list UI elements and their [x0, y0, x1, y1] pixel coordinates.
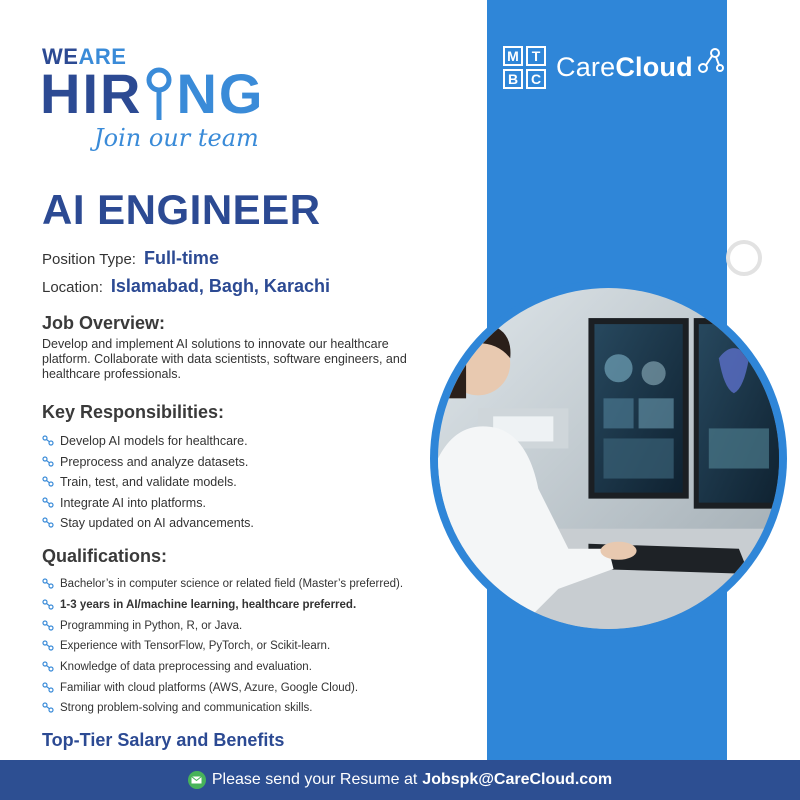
list-item	[42, 677, 403, 698]
molecule-bullet-icon	[42, 640, 54, 652]
molecule-bullet-icon	[42, 682, 54, 694]
list-item	[42, 472, 254, 493]
join-our-team-script: Join our team	[94, 124, 259, 152]
salary-benefits-text: Top-Tier Salary and Benefits	[42, 730, 285, 750]
responsibilities-list	[42, 431, 254, 534]
email-icon	[188, 771, 206, 789]
list-item	[42, 615, 403, 636]
list-item-text: Experience with TensorFlow, PyTorch, or Scikit-learn.	[60, 640, 331, 653]
job-overview-text: Develop and implement AI solutions to innovate our healthcare platform. Collaborate with data scientists, software engineers, and healthcare professionals.	[42, 337, 407, 381]
footer-text: Please send your Resume at	[211, 771, 418, 788]
molecule-bullet-icon	[42, 456, 54, 468]
list-item-text: Familiar with cloud platforms (AWS, Azure, Google Cloud).	[60, 681, 359, 694]
list-item-text: Integrate AI into platforms.	[60, 495, 206, 510]
mtbc-letter: C	[526, 69, 546, 89]
molecule-bullet-icon	[42, 599, 54, 611]
molecule-bullet-icon	[42, 578, 54, 590]
are-text: ARE	[78, 44, 127, 69]
footer-bar	[0, 760, 800, 800]
list-item-text: 1-3 years in AI/machine learning, healthcare preferred.	[60, 599, 357, 612]
carecloud-cloud: Cloud	[615, 52, 693, 82]
list-item-text: Preprocess and analyze datasets.	[60, 454, 249, 469]
carecloud-wordmark	[556, 52, 693, 83]
list-item-text: Programming in Python, R, or Java.	[60, 619, 243, 632]
mtbc-letter: B	[503, 69, 523, 89]
mtbc-logo	[503, 46, 546, 89]
molecule-bullet-icon	[42, 517, 54, 529]
list-item-text: Train, test, and validate models.	[60, 475, 237, 490]
molecule-bullet-icon	[42, 435, 54, 447]
hiring-hir: HIR	[40, 62, 143, 125]
mtbc-letter: T	[526, 46, 546, 66]
position-type	[42, 248, 219, 269]
list-item-text: Develop AI models for healthcare.	[60, 434, 248, 449]
list-item	[42, 574, 403, 595]
list-item	[42, 452, 254, 473]
carecloud-care: Care	[556, 52, 616, 82]
list-item-text: Strong problem-solving and communication skills.	[60, 702, 313, 715]
list-item-text: Knowledge of data preprocessing and evaluation.	[60, 661, 312, 674]
position-type-value: Full-time	[143, 248, 219, 268]
pin-icon	[144, 66, 174, 122]
molecule-icon	[695, 46, 725, 76]
hiring-ng: NG	[176, 62, 265, 125]
we-text: WE	[42, 44, 79, 69]
photo-frame	[430, 280, 787, 637]
molecule-bullet-icon	[42, 702, 54, 714]
footer-email-link[interactable]: Jobspk@CareCloud.com	[422, 771, 613, 788]
decorative-ring	[726, 240, 762, 276]
molecule-bullet-icon	[42, 620, 54, 632]
location-value: Islamabad, Bagh, Karachi	[110, 276, 330, 296]
engineer-photo-illustration	[438, 288, 779, 629]
molecule-bullet-icon	[42, 661, 54, 673]
mtbc-letter: M	[503, 46, 523, 66]
job-overview-heading: Job Overview:	[42, 313, 166, 333]
list-item	[42, 657, 403, 678]
list-item-text: Bachelor’s in computer science or related field (Master’s preferred).	[60, 578, 404, 591]
location	[42, 276, 330, 297]
list-item-text: Stay updated on AI advancements.	[60, 516, 254, 531]
location-label: Location:	[42, 279, 103, 296]
qualifications-list	[42, 574, 403, 719]
list-item	[42, 493, 254, 514]
hiring-heading	[40, 62, 265, 125]
list-item	[42, 513, 254, 534]
list-item	[42, 698, 403, 719]
qualifications-heading: Qualifications:	[42, 546, 168, 566]
job-title: AI ENGINEER	[42, 186, 321, 233]
position-type-label: Position Type:	[42, 251, 136, 268]
key-responsibilities-heading: Key Responsibilities:	[42, 402, 225, 422]
molecule-bullet-icon	[42, 497, 54, 509]
list-item	[42, 595, 403, 616]
carecloud-logo	[503, 46, 725, 89]
list-item	[42, 636, 403, 657]
engineer-photo	[438, 288, 779, 629]
list-item	[42, 431, 254, 452]
molecule-bullet-icon	[42, 476, 54, 488]
